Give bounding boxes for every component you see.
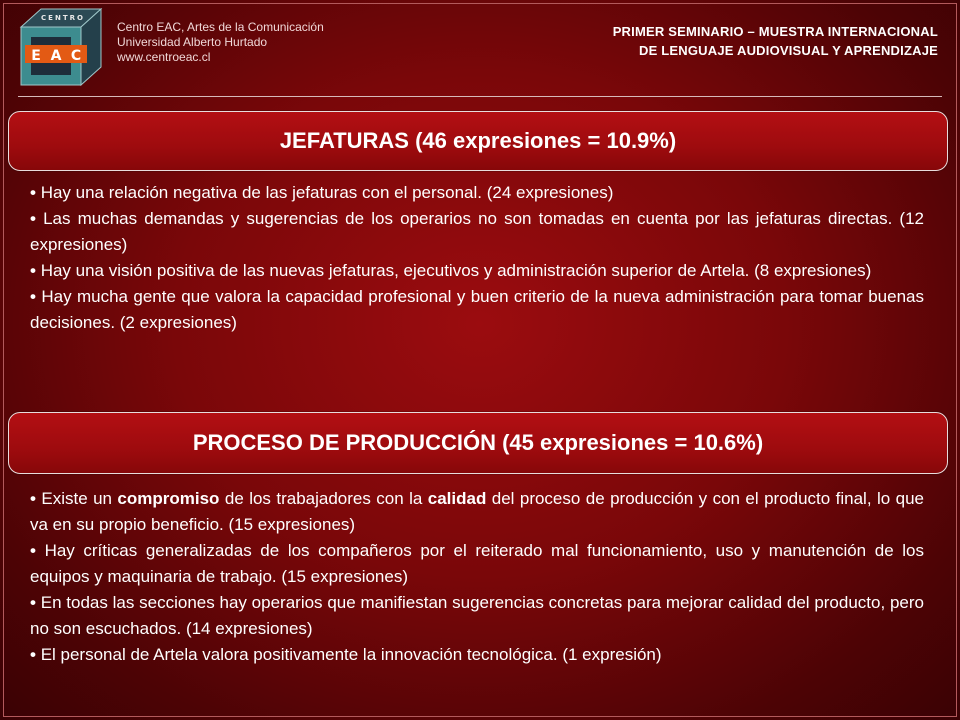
section-title-jefaturas: JEFATURAS (46 expresiones = 10.9%) bbox=[8, 111, 948, 171]
list-item-text: El personal de Artela valora positivamente la innovación tecnológica. (1 expresión) bbox=[40, 645, 662, 664]
list-item bbox=[30, 206, 924, 258]
logo-letter-a: A bbox=[50, 48, 62, 64]
emphasis-compromiso: compromiso bbox=[117, 489, 220, 508]
list-item-text-c: del proceso de producción y con el producto final, lo que va en su propio beneficio. (15 expresiones) bbox=[30, 489, 924, 534]
bullet-icon: • bbox=[30, 541, 36, 560]
list-item-text-b: de los trabajadores con la bbox=[219, 489, 428, 508]
logo-letter-c: C bbox=[70, 48, 82, 64]
bullet-icon: • bbox=[30, 261, 36, 280]
list-item bbox=[30, 642, 924, 668]
bullet-icon: • bbox=[30, 287, 36, 306]
list-item-text: Hay críticas generalizadas de los compañeros por el reiterado mal funcionamiento, uso y manutención de los equipos y maquinaria de trabajo. (15 expresiones) bbox=[30, 541, 924, 586]
produccion-list bbox=[30, 486, 924, 668]
org-website[interactable]: www.centroeac.cl bbox=[117, 50, 211, 64]
seminar-line-2: DE LENGUAJE AUDIOVISUAL Y APRENDIZAJE bbox=[639, 43, 938, 58]
list-item bbox=[30, 258, 924, 284]
seminar-line-1: PRIMER SEMINARIO – MUESTRA INTERNACIONAL bbox=[612, 24, 938, 39]
logo-top-text: CENTRO bbox=[41, 14, 85, 22]
list-item bbox=[30, 284, 924, 336]
logo-letter-e: E bbox=[31, 48, 41, 64]
list-item-text: Las muchas demandas y sugerencias de los operarios no son tomadas en cuenta por las jefaturas directas. (12 expresiones) bbox=[30, 209, 924, 254]
section-title-produccion: PROCESO DE PRODUCCIÓN (45 expresiones = 10.6%) bbox=[8, 412, 948, 474]
jefaturas-list bbox=[30, 180, 924, 336]
bullet-icon: • bbox=[30, 593, 36, 612]
eac-logo bbox=[15, 5, 105, 90]
org-university: Universidad Alberto Hurtado bbox=[117, 35, 268, 49]
bullet-icon: • bbox=[30, 645, 36, 664]
list-item-text: En todas las secciones hay operarios que manifiestan sugerencias concretas para mejorar calidad del producto, pero no son escuchados. (14 expresiones) bbox=[30, 593, 924, 638]
bullet-icon: • bbox=[30, 489, 36, 508]
seminar-title bbox=[613, 22, 938, 60]
list-item-text: Hay una relación negativa de las jefaturas con el personal. (24 expresiones) bbox=[40, 183, 614, 202]
emphasis-calidad: calidad bbox=[427, 489, 487, 508]
list-item bbox=[30, 180, 924, 206]
list-item-text: Hay mucha gente que valora la capacidad profesional y buen criterio de la nueva administración para tomar buenas decisiones. (2 expresiones) bbox=[30, 287, 924, 332]
list-item bbox=[30, 590, 924, 642]
org-info bbox=[117, 20, 324, 65]
list-item-text-a: Existe un bbox=[41, 489, 118, 508]
bullet-icon: • bbox=[30, 183, 36, 202]
org-name: Centro EAC, Artes de la Comunicación bbox=[117, 20, 324, 34]
list-item-text: Hay una visión positiva de las nuevas jefaturas, ejecutivos y administración superior de Artela. (8 expresiones) bbox=[40, 261, 872, 280]
header-divider bbox=[18, 96, 942, 97]
list-item bbox=[30, 538, 924, 590]
list-item bbox=[30, 486, 924, 538]
bullet-icon: • bbox=[30, 209, 36, 228]
